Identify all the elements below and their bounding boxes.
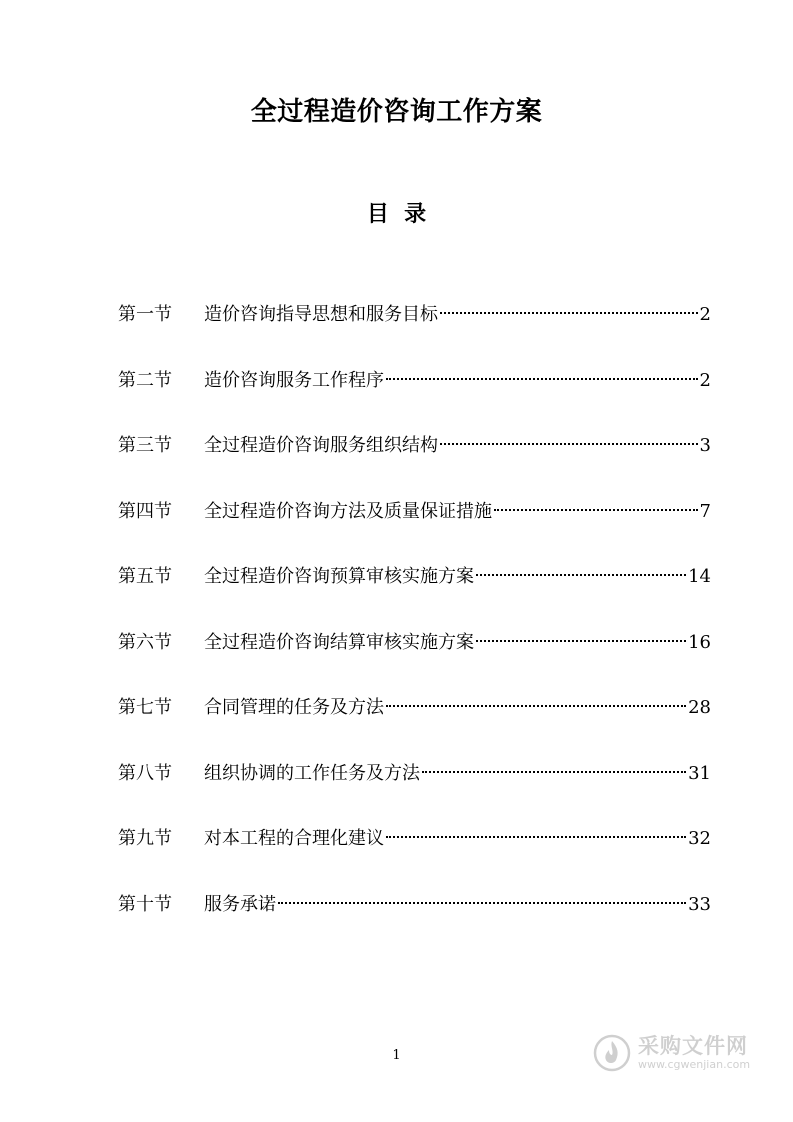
toc-page-number: 28: [688, 697, 711, 718]
toc-dot-leader: [386, 378, 698, 380]
toc-chapter-label: 第七节: [118, 697, 172, 718]
toc-dot-leader: [476, 574, 686, 576]
toc-page-number: 2: [699, 369, 711, 391]
toc-entry[interactable]: [118, 821, 711, 887]
toc-entry[interactable]: [118, 690, 711, 756]
toc-dot-leader: [386, 705, 686, 707]
toc-entry-title: 服务承诺: [204, 893, 276, 915]
toc-entry-title: 造价咨询服务工作程序: [204, 369, 384, 391]
watermark: [592, 1028, 782, 1078]
toc-page-number: 31: [688, 762, 711, 784]
toc-entry[interactable]: [118, 363, 711, 429]
toc-page-number: 3: [699, 435, 711, 456]
toc-dot-leader: [440, 312, 698, 314]
toc-dot-leader: [440, 443, 698, 445]
toc-entry[interactable]: [118, 756, 711, 822]
toc-chapter-label: 第六节: [118, 631, 172, 653]
toc-heading: 目 录: [366, 201, 427, 227]
toc-entry-title: 对本工程的合理化建议: [204, 828, 384, 849]
table-of-contents: [118, 297, 711, 952]
toc-entry-title: 合同管理的任务及方法: [204, 697, 384, 718]
toc-chapter-label: 第二节: [118, 369, 172, 391]
toc-chapter-label: 第五节: [118, 566, 172, 587]
page-number: 1: [392, 1048, 401, 1063]
toc-dot-leader: [386, 836, 686, 838]
toc-entry[interactable]: [118, 297, 711, 363]
toc-entry-title: 造价咨询指导思想和服务目标: [204, 304, 438, 325]
toc-entry-title: 全过程造价咨询方法及质量保证措施: [204, 500, 492, 522]
toc-entry[interactable]: [118, 494, 711, 560]
toc-entry[interactable]: [118, 887, 711, 953]
toc-page-number: 32: [688, 828, 711, 849]
watermark-name: 采购文件网: [638, 1034, 748, 1058]
toc-entry-title: 全过程造价咨询预算审核实施方案: [204, 566, 474, 587]
toc-entry-title: 组织协调的工作任务及方法: [204, 762, 420, 784]
toc-entry-title: 全过程造价咨询服务组织结构: [204, 435, 438, 456]
flame-circle-logo-icon: [592, 1033, 632, 1073]
watermark-url: www.cgwenjian.com: [638, 1058, 751, 1071]
toc-page-number: 2: [699, 304, 711, 325]
toc-page-number: 16: [688, 631, 711, 653]
toc-chapter-label: 第八节: [118, 762, 172, 784]
toc-page-number: 7: [699, 500, 711, 522]
toc-entry[interactable]: [118, 559, 711, 625]
toc-page-number: 33: [688, 893, 711, 915]
toc-chapter-label: 第三节: [118, 435, 172, 456]
document-title: 全过程造价咨询工作方案: [250, 97, 543, 127]
toc-chapter-label: 第一节: [118, 304, 172, 325]
toc-dot-leader: [278, 902, 686, 904]
toc-entry-title: 全过程造价咨询结算审核实施方案: [204, 631, 474, 653]
toc-chapter-label: 第四节: [118, 500, 172, 522]
toc-chapter-label: 第十节: [118, 893, 172, 915]
toc-entry[interactable]: [118, 428, 711, 494]
toc-chapter-label: 第九节: [118, 828, 172, 849]
toc-dot-leader: [422, 771, 686, 773]
toc-dot-leader: [476, 640, 686, 642]
toc-entry[interactable]: [118, 625, 711, 691]
toc-page-number: 14: [688, 566, 711, 587]
toc-dot-leader: [494, 509, 698, 511]
